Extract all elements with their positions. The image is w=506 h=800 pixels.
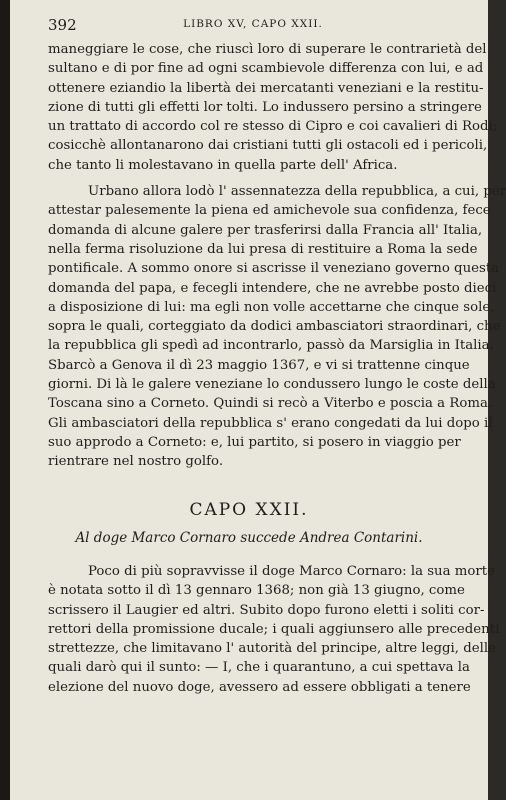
- text-line: zione di tutti gli effetti lor tolti. Lo indussero persino a stringere: [48, 99, 482, 115]
- book-page: [10, 0, 506, 800]
- text-line: rettori della promissione ducale; i quali aggiunsero alle precedenti: [48, 621, 500, 637]
- paragraph: [48, 562, 500, 697]
- text-line: nella ferma risoluzione da lui presa di restituire a Roma la sede: [48, 241, 478, 257]
- text-line: scrissero il Laugier ed altri. Subito dopo furono eletti i soliti cor-: [48, 602, 485, 618]
- text-line: quali darò qui il sunto: — I, che i quarantuno, a cui spettava la: [48, 660, 470, 676]
- text-line: giorni. Di là le galere veneziane lo condussero lungo le coste della: [48, 377, 496, 393]
- text-line: strettezze, che limitavano l' autorità del principe, altre leggi, delle: [48, 641, 497, 657]
- text-line: Poco di più sopravvisse il doge Marco Cornaro: la sua morte: [88, 564, 495, 579]
- text-line: domanda di alcune galere per trasferirsi dalla Francia all' Italia,: [48, 222, 483, 238]
- text-line: sopra le quali, corteggiato da dodici ambasciatori straordinari, che: [48, 319, 501, 335]
- book-gutter: [0, 0, 10, 800]
- chapter-text: [48, 562, 500, 697]
- text-line: elezione del nuovo doge, avessero ad essere obbligati a tenere: [48, 679, 471, 695]
- text-line: attestar palesemente la piena ed amichevole sua confidenza, fece: [48, 203, 491, 219]
- text-line: a disposizione di lui: ma egli non volle accettarne che cinque sole,: [48, 299, 495, 315]
- text-line: che tanto li molestavano in quella parte dell' Africa.: [48, 157, 398, 173]
- text-line: è notata sotto il dì 13 gennaro 1368; non già 13 giugno, come: [48, 583, 465, 599]
- page-number: 392: [48, 16, 77, 34]
- chapter-subtitle: Al doge Marco Cornaro succede Andrea Contarini.: [75, 530, 423, 546]
- paragraph: [48, 40, 498, 175]
- text-line: un trattato di accordo col re stesso di Cipro e coi cavalieri di Rodi;: [48, 119, 498, 135]
- chapter-title: CAPO XXII.: [189, 500, 309, 520]
- text-line: cosicchè allontanarono dai cristiani tutti gli ostacoli ed i pericoli,: [48, 138, 488, 154]
- text-line: Urbano allora lodò l' assennatezza della repubblica, a cui, per: [88, 184, 506, 200]
- text-line: Toscana sino a Corneto. Quindi si recò a Viterbo e poscia a Roma.: [48, 396, 493, 412]
- text-line: Gli ambasciatori della repubblica s' erano congedati da lui dopo il: [48, 415, 493, 431]
- page-header: [48, 16, 458, 34]
- text-line: domanda del papa, e fecegli intendere, che ne avrebbe posto dieci: [48, 280, 497, 296]
- text-line: la repubblica gli spedì ad incontrarlo, passò da Marsiglia in Italia.: [48, 338, 494, 354]
- main-text: [48, 40, 506, 472]
- text-line: pontificale. A sommo onore si ascrisse il veneziano governo questa: [48, 261, 500, 277]
- text-line: ottenere eziandio la libertà dei mercatanti veneziani e la restitu-: [48, 80, 484, 96]
- text-line: rientrare nel nostro golfo.: [48, 454, 224, 470]
- text-line: Sbarcò a Genova il dì 23 maggio 1367, e vi si trattenne cinque: [48, 357, 470, 373]
- text-line: suo approdo a Corneto: e, lui partito, si posero in viaggio per: [48, 434, 461, 450]
- text-line: sultano e di por fine ad ogni scambievole differenza con lui, e ad: [48, 61, 484, 77]
- paragraph: [48, 182, 506, 471]
- text-line: maneggiare le cose, che riuscì loro di superare le contrarietà del: [48, 42, 487, 57]
- running-title: LIBRO XV, CAPO XXII.: [183, 18, 323, 30]
